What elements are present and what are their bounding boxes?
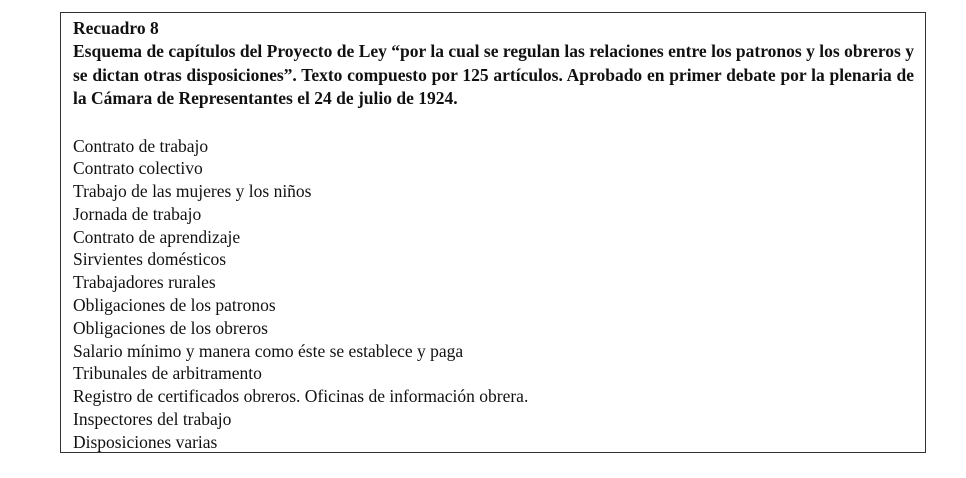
chapter-item: Tribunales de arbitramento bbox=[73, 363, 262, 384]
chapter-item: Salario mínimo y manera como éste se establece y paga bbox=[73, 340, 464, 361]
chapter-item: Disposiciones varias bbox=[73, 431, 218, 452]
chapter-item: Registro de certificados obreros. Oficinas de información obrera. bbox=[73, 386, 529, 407]
chapter-item: Sirvientes domésticos bbox=[73, 249, 227, 270]
recuadro-box bbox=[60, 12, 926, 453]
box-description: Esquema de capítulos del Proyecto de Ley “por la cual se regulan las relaciones entre los patronos y los obreros y se dictan otras disposiciones”. Texto compuesto por 125 artículos. Aprobado en primer debate por la plenaria de la Cámara de Representantes el 24 de julio de 1924. bbox=[73, 41, 914, 108]
chapter-item: Obligaciones de los obreros bbox=[73, 317, 268, 338]
chapter-item: Obligaciones de los patronos bbox=[73, 295, 276, 316]
chapter-item: Inspectores del trabajo bbox=[73, 409, 232, 430]
chapter-item: Contrato de trabajo bbox=[73, 135, 209, 156]
chapter-item: Contrato colectivo bbox=[73, 158, 203, 179]
box-heading: Recuadro 8 bbox=[73, 18, 159, 38]
chapter-item: Trabajo de las mujeres y los niños bbox=[73, 181, 312, 202]
chapter-item: Trabajadores rurales bbox=[73, 272, 216, 293]
chapter-list bbox=[73, 135, 914, 454]
chapter-item: Contrato de aprendizaje bbox=[73, 226, 241, 247]
chapter-item: Jornada de trabajo bbox=[73, 203, 202, 224]
